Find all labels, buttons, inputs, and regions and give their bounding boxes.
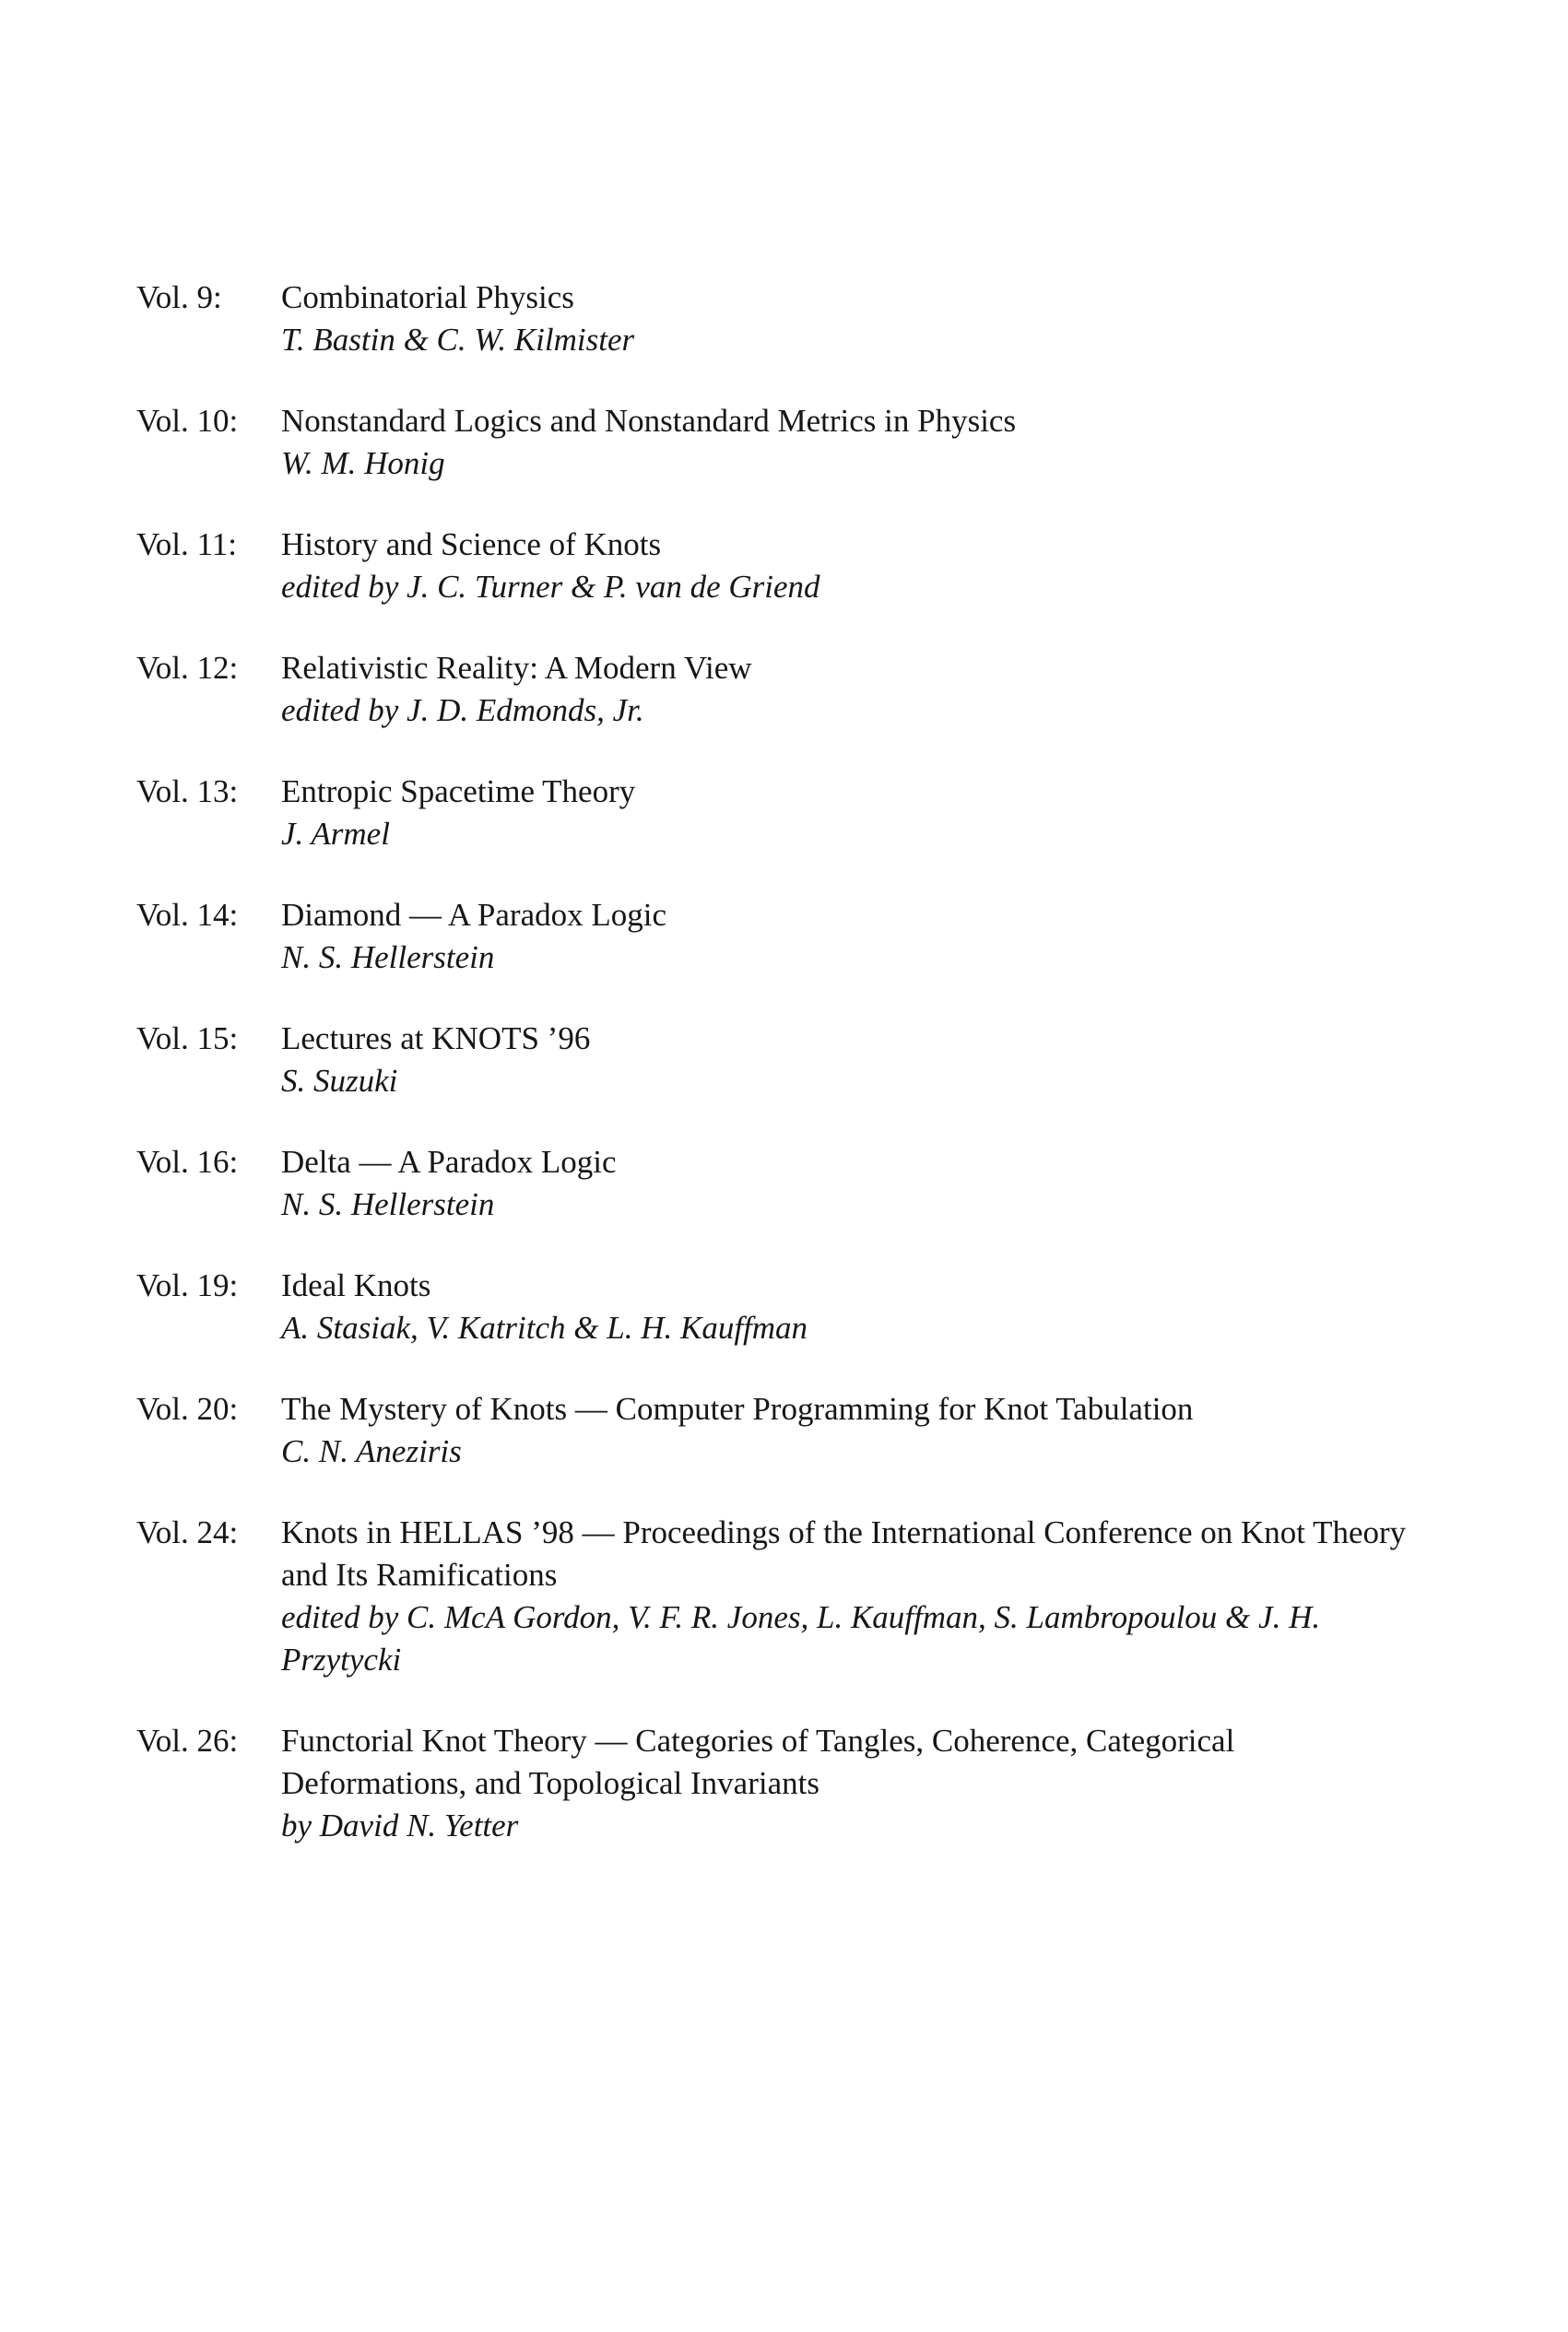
series-entry-vol-12	[136, 647, 1427, 732]
series-entry-vol-9	[136, 277, 1427, 361]
volume-number: Vol. 24:	[136, 1514, 239, 1550]
entry-body	[281, 1265, 1424, 1349]
entry-body	[281, 1720, 1424, 1847]
book-title: Nonstandard Logics and Nonstandard Metrics in Physics	[281, 403, 1017, 439]
book-author: N. S. Hellerstein	[281, 939, 495, 975]
book-title: Combinatorial Physics	[281, 279, 574, 315]
entry-body	[281, 771, 1424, 855]
book-author: A. Stasiak, V. Katritch & L. H. Kauffman	[281, 1310, 808, 1346]
series-entry-vol-24	[136, 1512, 1427, 1681]
book-author: N. S. Hellerstein	[281, 1186, 495, 1222]
volume-number: Vol. 15:	[136, 1020, 239, 1056]
book-title: History and Science of Knots	[281, 526, 662, 562]
book-title: Delta — A Paradox Logic	[281, 1144, 617, 1180]
volume-number: Vol. 16:	[136, 1144, 239, 1180]
series-volume-list	[136, 277, 1427, 1886]
book-title: Lectures at KNOTS ’96	[281, 1020, 591, 1056]
volume-number: Vol. 13:	[136, 773, 239, 809]
entry-body	[281, 1018, 1424, 1102]
volume-number: Vol. 9:	[136, 279, 222, 315]
book-author: edited by C. McA Gordon, V. F. R. Jones, L. Kauffman, S. Lambropoulou & J. H. Przytycki	[281, 1599, 1321, 1678]
volume-number: Vol. 20:	[136, 1391, 239, 1427]
series-entry-vol-19	[136, 1265, 1427, 1349]
entry-body	[281, 1512, 1424, 1681]
book-title: Knots in HELLAS ’98 — Proceedings of the International Conference on Knot Theory and Its Ramifications	[281, 1514, 1407, 1593]
volume-number: Vol. 10:	[136, 403, 239, 439]
series-entry-vol-13	[136, 771, 1427, 855]
book-title: Ideal Knots	[281, 1267, 431, 1303]
series-entry-vol-15	[136, 1018, 1427, 1102]
volume-number: Vol. 14:	[136, 897, 239, 933]
entry-body	[281, 647, 1424, 732]
entry-body	[281, 1388, 1424, 1473]
series-entry-vol-14	[136, 894, 1427, 979]
book-author: edited by J. D. Edmonds, Jr.	[281, 692, 644, 728]
entry-body	[281, 1141, 1424, 1226]
series-entry-vol-26	[136, 1720, 1427, 1847]
volume-number: Vol. 11:	[136, 526, 237, 562]
volume-number: Vol. 12:	[136, 650, 239, 686]
book-title: Diamond — A Paradox Logic	[281, 897, 667, 933]
entry-body	[281, 277, 1424, 361]
entry-body	[281, 894, 1424, 979]
volume-number: Vol. 26:	[136, 1723, 239, 1759]
book-title: Relativistic Reality: A Modern View	[281, 650, 752, 686]
series-entry-vol-20	[136, 1388, 1427, 1473]
series-entry-vol-10	[136, 400, 1427, 485]
entry-body	[281, 400, 1424, 485]
book-author: T. Bastin & C. W. Kilmister	[281, 322, 635, 358]
book-author: edited by J. C. Turner & P. van de Griend	[281, 569, 820, 605]
book-title: The Mystery of Knots — Computer Programming for Knot Tabulation	[281, 1391, 1194, 1427]
book-author: J. Armel	[281, 816, 390, 852]
book-author: C. N. Aneziris	[281, 1433, 462, 1469]
book-title: Functorial Knot Theory — Categories of Tangles, Coherence, Categorical Deformations, and Topological Invariants	[281, 1723, 1235, 1801]
series-entry-vol-11	[136, 524, 1427, 608]
book-author: S. Suzuki	[281, 1063, 398, 1099]
volume-number: Vol. 19:	[136, 1267, 239, 1303]
entry-body	[281, 524, 1424, 608]
book-title: Entropic Spacetime Theory	[281, 773, 636, 809]
book-author: W. M. Honig	[281, 445, 445, 481]
book-author: by David N. Yetter	[281, 1808, 519, 1843]
series-entry-vol-16	[136, 1141, 1427, 1226]
